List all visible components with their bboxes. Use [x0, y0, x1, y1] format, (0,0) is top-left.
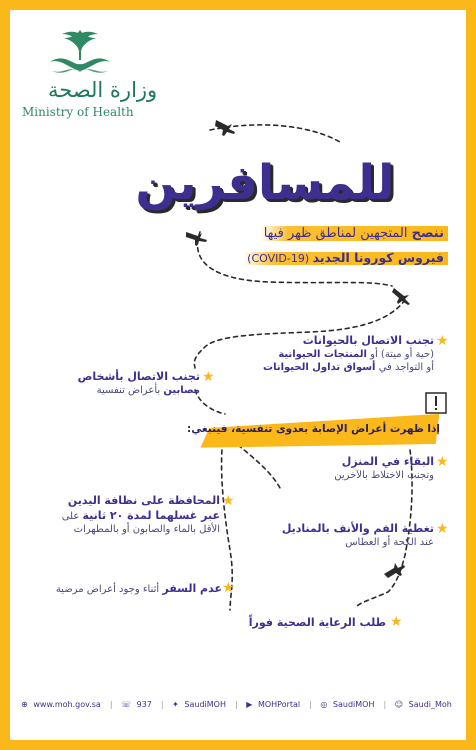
tip-title: عدم السفر — [162, 582, 222, 595]
star-icon: ★ — [436, 454, 449, 470]
tip-text: وتجنب الاختلاط بالآخرين — [334, 470, 434, 481]
tip-title: تجنب الاتصال بالحيوانات — [302, 334, 434, 347]
snapchat-text: Saudi_Moh — [408, 700, 452, 709]
exclamation-icon — [425, 392, 447, 414]
tip-title: المحافظة على نظافة اليدين — [67, 494, 220, 507]
star-icon: ★ — [436, 521, 449, 537]
tip-no-travel — [56, 582, 222, 595]
tip-seek-care — [249, 616, 386, 629]
youtube-link[interactable]: ▶ MOHPortal — [246, 700, 301, 709]
airplane-icon — [392, 288, 410, 305]
poster-frame — [10, 10, 466, 740]
tip-text: أو التواجد في — [378, 362, 434, 373]
tip-cover-mouth — [282, 522, 434, 548]
tip-text: الأقل بالماء والصابون أو بالمطهرات — [73, 524, 220, 535]
tip-text: بأعراض تنفسية — [96, 385, 161, 396]
youtube-text: MOHPortal — [257, 700, 301, 709]
intro-line-2 — [243, 250, 448, 265]
intro-rest-2: (COVID-19) — [247, 252, 310, 265]
page-title: للمسافرين — [135, 155, 395, 211]
logo-english-name: Ministry of Health — [22, 105, 134, 119]
tip-avoid-infected — [78, 370, 200, 396]
intro-bold-2: فيروس كورونا الجديد — [312, 250, 444, 265]
star-icon: ★ — [222, 493, 235, 509]
footer: ⊕ www.moh.gov.sa | ☏ 937 | ✦ SaudiMOH | ▶ MOHPortal | ◎ SaudiMOH | ☺ Saudi_Moh — [10, 700, 466, 709]
tip-stay-home — [334, 455, 434, 481]
intro-rest-1: المتجهين لمناطق ظهر فيها — [263, 226, 408, 241]
star-icon: ★ — [202, 369, 215, 385]
alert-text: إذا ظهرت أعراض الإصابة بعدوى تنفسية، فينبغي: — [187, 423, 440, 435]
tip-title: البقاء في المنزل — [341, 455, 434, 468]
instagram-text: SaudiMOH — [332, 700, 375, 709]
tip-title: تجنب الاتصال بأشخاص — [77, 370, 200, 383]
logo-arabic-name: وزارة الصحة — [48, 78, 158, 102]
instagram-link[interactable]: ◎ SaudiMOH — [320, 700, 375, 709]
twitter-text: SaudiMOH — [184, 700, 226, 709]
intro-bold-1: ننصح — [411, 226, 444, 241]
twitter-link[interactable]: ✦ SaudiMOH — [172, 700, 226, 709]
star-icon: ★ — [390, 614, 403, 630]
tip-bold-text: أسواق تداول الحيوانات — [263, 362, 376, 373]
tip-text: عند الكحة أو العطاس — [345, 537, 434, 548]
phone-link[interactable]: ☏ 937 — [121, 700, 152, 709]
tip-text: أثناء وجود أعراض مرضية — [55, 584, 160, 595]
tip-bold-text: مصابين — [163, 385, 200, 396]
tip-bold-text: المنتجات الحيوانية — [278, 349, 367, 360]
website-text: www.moh.gov.sa — [33, 700, 101, 709]
tip-title: تغطية الفم والأنف بالمناديل — [281, 522, 434, 535]
tip-title: طلب الرعاية الصحية فوراً — [248, 616, 386, 629]
tip-text: على — [61, 511, 80, 522]
website-link[interactable]: ⊕ www.moh.gov.sa — [21, 700, 101, 709]
airplane-icon — [186, 232, 207, 246]
tip-bold-text: عبر غسلهما لمدة ٢٠ ثانية — [82, 509, 220, 522]
phone-text: 937 — [136, 700, 152, 709]
tip-text: (حية أو ميتة) أو — [370, 349, 434, 360]
tip-hand-hygiene — [62, 494, 220, 535]
star-icon: ★ — [436, 333, 449, 349]
tip-avoid-animals — [263, 334, 434, 373]
snapchat-link[interactable]: ☺ Saudi_Moh — [394, 700, 452, 709]
star-icon: ★ — [222, 580, 235, 596]
intro-line-1 — [260, 226, 448, 241]
